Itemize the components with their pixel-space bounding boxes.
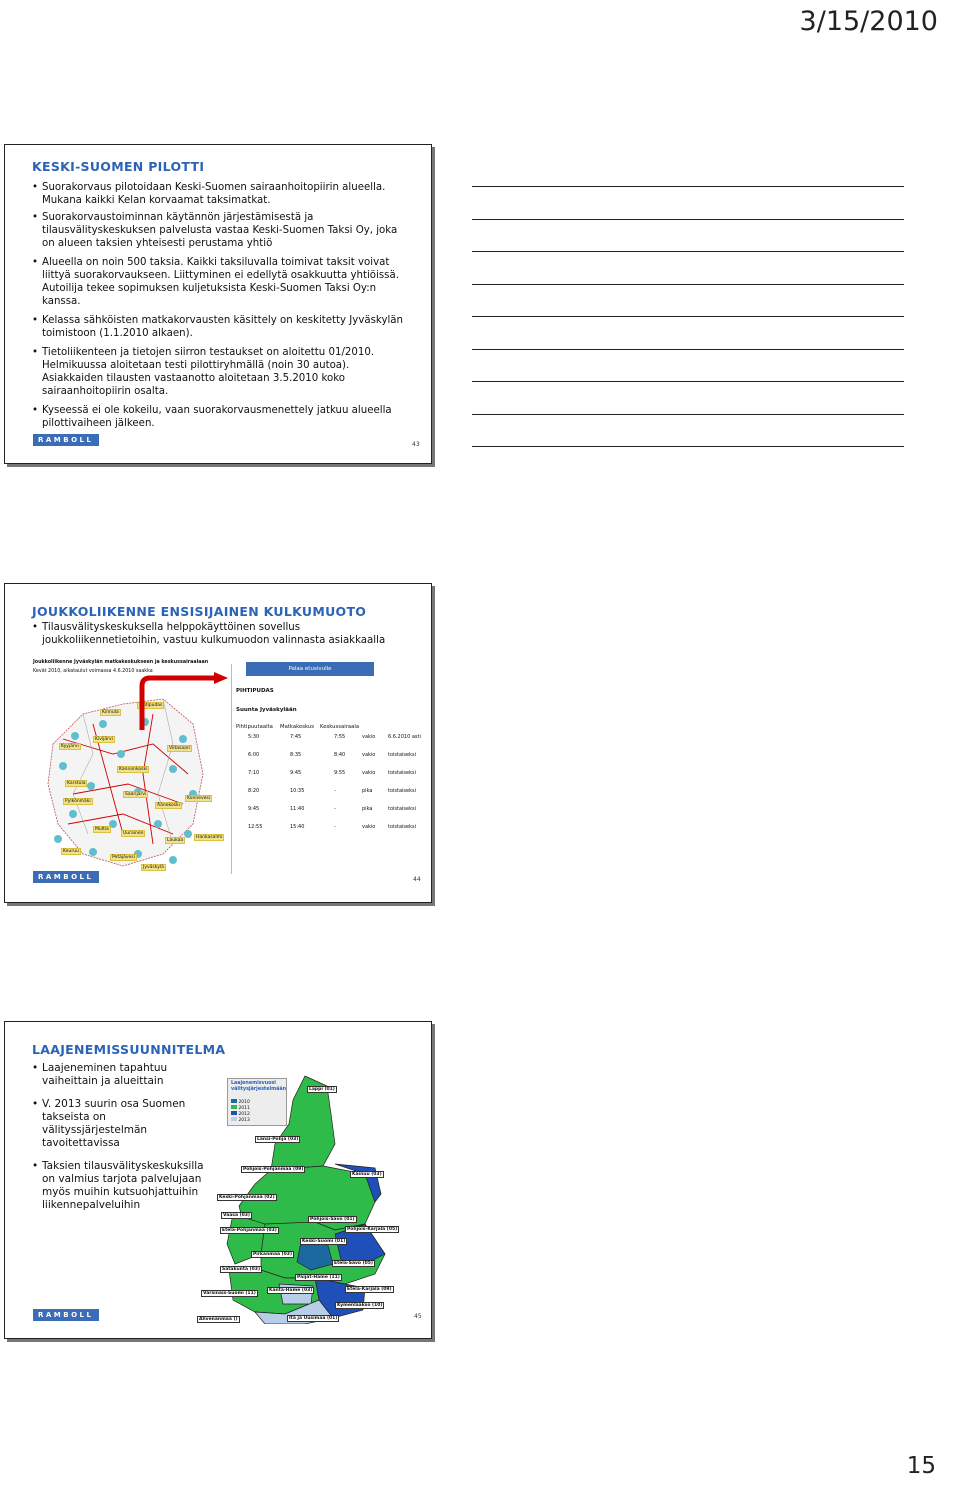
place-label: Pylkönmäki (65, 799, 91, 804)
slide-44 (4, 583, 432, 903)
page-number: 15 (906, 1453, 936, 1479)
region-label: Etelä-Savo (05) (334, 1261, 373, 1266)
table-cell: toistaiseksi (388, 770, 416, 776)
place-label: Kyyjärvi (61, 744, 79, 749)
map-caption-subtitle: Kevät 2010, aikataulut voimassa 4.6.2010 saakka (33, 669, 153, 674)
place-label: Uurainen (123, 831, 144, 836)
bullet-list (32, 1062, 212, 1218)
table-cell: pika (362, 788, 373, 794)
place-label: Konnevesi (187, 796, 210, 801)
schedule-panel (231, 664, 421, 874)
table-cell: 10:35 (290, 788, 305, 794)
table-cell: toistaiseksi (388, 824, 416, 830)
table-cell: 11:40 (290, 806, 305, 812)
region-label: Vaasa (03) (223, 1213, 250, 1218)
region-label: Etelä-Pohjanmaa (03) (222, 1228, 277, 1233)
bullet-item: • Kyseessä ei ole kokeilu, vaan suorakorvausmenettely jatkuu alueella pilottivaiheen jälkeen. (32, 404, 407, 430)
legend-swatch (231, 1099, 237, 1103)
bullet-item: • Tietoliikenteen ja tietojen siirron testaukset on aloitettu 01/2010. Helmikuussa aloitetaan testi pilottiryhmällä (noin 30 autoa). Asiakkaiden tilausten vastaanotto aloitetaan 3.5.2010 koko sairaanhoitopiirin osalta. (32, 346, 407, 398)
region-label: Ahvenanmaa () (199, 1317, 238, 1322)
ramboll-logo: RAMBOLL (33, 434, 99, 446)
ramboll-logo: RAMBOLL (33, 871, 99, 883)
place-label: Viitasaari (169, 746, 190, 751)
table-cell: vakio (362, 752, 376, 758)
note-line (472, 284, 904, 285)
region-label: Itä ja Uusimaa (01) (289, 1316, 338, 1321)
schedule-origin: PIHTIPUDAS (236, 688, 274, 694)
place-label: Äänekoski (157, 803, 180, 808)
column-header: Keskussairaala (320, 724, 360, 730)
table-cell: toistaiseksi (388, 806, 416, 812)
table-cell: - (334, 788, 336, 794)
slide-number: 44 (413, 876, 421, 883)
table-cell: toistaiseksi (388, 788, 416, 794)
region-label: Pohjois-Karjala (05) (347, 1227, 398, 1232)
region-label: Etelä-Karjala (09) (347, 1287, 392, 1292)
table-cell: pika (362, 806, 373, 812)
table-cell: toistaiseksi (388, 752, 416, 758)
place-label: Kivijärvi (95, 737, 113, 742)
slide-title: LAAJENEMISSUUNNITELMA (32, 1042, 226, 1057)
region-label: Kainuu (03) (352, 1172, 382, 1177)
legend-label: 2012 (238, 1112, 250, 1117)
place-label: Keuruu (63, 849, 79, 854)
place-label: Jyväskylä (143, 865, 164, 870)
legend-swatch (231, 1117, 237, 1121)
table-cell: 7:10 (248, 770, 260, 776)
table-cell: vakio (362, 734, 376, 740)
note-line (472, 381, 904, 382)
note-line (472, 349, 904, 350)
column-header: Pihtipuutaalta (236, 724, 273, 730)
legend-label: 2011 (238, 1106, 250, 1111)
table-cell: 8:35 (290, 752, 302, 758)
table-cell: 15:40 (290, 824, 305, 830)
table-cell: - (334, 806, 336, 812)
region-label: Keski-Pohjanmaa (02) (219, 1195, 275, 1200)
place-label: Hankasalmi (196, 835, 223, 840)
bullet-item: • Taksien tilausvälityskeskuksilla on valmius tarjota palvelujaan myös muihin kutsuohjattuihin liikennepalveluihin (32, 1160, 212, 1212)
table-cell: 5:30 (248, 734, 260, 740)
slide-number: 43 (412, 441, 420, 448)
place-label: Kannonkoski (119, 767, 148, 772)
bullet-list (32, 621, 412, 653)
region-label: Länsi-Pohja (03) (257, 1137, 299, 1142)
place-label: Laukaa (167, 838, 184, 843)
slide-title: JOUKKOLIIKENNE ENSISIJAINEN KULKUMUOTO (32, 604, 367, 619)
place-label: Pihtipudas (139, 703, 163, 708)
slide-title: KESKI-SUOMEN PILOTTI (32, 159, 205, 174)
note-line (472, 251, 904, 252)
bullet-list (32, 181, 407, 436)
region-label: Keski-Suomi (01) (302, 1239, 346, 1244)
region-label: Kanta-Häme (03) (269, 1288, 313, 1293)
bullet-item: • Laajeneminen tapahtuu vaiheittain ja alueittain (32, 1062, 212, 1088)
note-line (472, 186, 904, 187)
note-line (472, 446, 904, 447)
table-cell: 6.6.2010 asti (388, 734, 421, 740)
region-label: Päijät-Häme (11) (297, 1275, 340, 1280)
table-cell: 8:20 (248, 788, 260, 794)
table-cell: 8:40 (334, 752, 346, 758)
region-label: Pirkanmaa (03) (253, 1252, 292, 1257)
route-arrow (130, 672, 240, 732)
table-cell: 7:55 (334, 734, 346, 740)
region-label: Lappi (01) (309, 1087, 335, 1092)
legend-swatch (231, 1111, 237, 1115)
table-cell: vakio (362, 770, 376, 776)
place-label: Multia (95, 827, 109, 832)
schedule-direction: Suunta Jyväskylään (236, 707, 297, 713)
legend-label: 2013 (238, 1118, 250, 1123)
note-line (472, 316, 904, 317)
place-label: Kinnula (102, 710, 119, 715)
table-cell: 12:55 (248, 824, 263, 830)
bullet-item: • Alueella on noin 500 taksia. Kaikki taksiluvalla toimivat taksit voivat liittyä suorakorvaukseen. Liittyminen ei edellytä osakkuutta yhtiöissä. Autoilija tekee sopimuksen kuljetuksista Keski-Suomen Taksi Oy:n kanssa. (32, 256, 407, 308)
bullet-item: • Kelassa sähköisten matkakorvausten käsittely on keskitetty Jyväskylän toimistoon (1.1.2010 alkaen). (32, 314, 407, 340)
place-label: Saarijärvi (125, 792, 147, 797)
table-cell: 9:45 (248, 806, 260, 812)
legend-swatch (231, 1105, 237, 1109)
bullet-item: • V. 2013 suurin osa Suomen takseista on välityssjärjestelmän tavoitettavissa (32, 1098, 212, 1150)
legend-label: 2010 (238, 1100, 250, 1105)
column-header: Matkakeskus (280, 724, 315, 730)
ramboll-logo: RAMBOLL (33, 1309, 99, 1321)
table-cell: 6:00 (248, 752, 260, 758)
slide-number: 45 (414, 1313, 422, 1320)
map-legend (227, 1078, 287, 1126)
region-label: Varsinais-Suomi (11) (203, 1291, 256, 1296)
legend-title: Laajenemisvuosi välitysjärjestelmään (231, 1081, 287, 1092)
table-cell: 9:55 (334, 770, 346, 776)
slide-43 (4, 144, 432, 464)
table-cell: 9:45 (290, 770, 302, 776)
note-line (472, 219, 904, 220)
slide-45 (4, 1021, 432, 1339)
document-date: 3/15/2010 (799, 6, 938, 37)
map-caption-title: Joukkoliikenne Jyväskylän matkakeskukseen ja keskussairaalaan (33, 660, 209, 665)
region-label: Pohjois-Savo (01) (310, 1217, 355, 1222)
region-label: Kymenlaakso (10) (337, 1303, 383, 1308)
region-label: Pohjois-Pohjanmaa (09) (243, 1167, 304, 1172)
bullet-item: • Suorakorvaus pilotoidaan Keski-Suomen sairaanhoitopiirin alueella. Mukana kaikki Kelan korvaamat taksimatkat. (32, 181, 407, 207)
table-cell: - (334, 824, 336, 830)
bullet-item: • Suorakorvaustoiminnan käytännön järjestämisestä ja tilausvälityskeskuksen palvelusta vastaa Keski-Suomen Taksi Oy, joka on alueen taksien yhteisesti perustama yhtiö (32, 211, 407, 250)
note-line (472, 414, 904, 415)
table-cell: vakio (362, 824, 376, 830)
region-label: Satakunta (03) (222, 1267, 260, 1272)
notes-lines (472, 186, 904, 479)
place-label: Petäjävesi (112, 855, 135, 860)
table-cell: 7:45 (290, 734, 302, 740)
legend-item (231, 1117, 250, 1123)
place-label: Karstula (67, 781, 86, 786)
bullet-item: • Tilausvälityskeskuksella helppokäyttöinen sovellus joukkoliikennetietoihin, vastuu kulkumuodon valinnasta asiakkaalla (32, 621, 412, 647)
return-to-front-page-button[interactable]: Palaa etusivulle (246, 662, 374, 676)
